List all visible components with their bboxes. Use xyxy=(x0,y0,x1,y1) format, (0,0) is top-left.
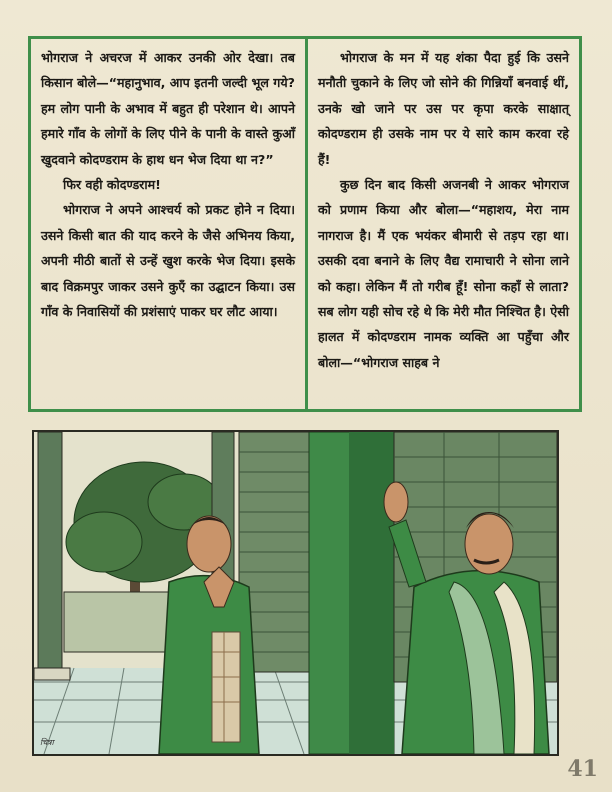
illustration-drawing xyxy=(34,432,557,754)
story-paragraph: फिर वही कोदण्डराम! xyxy=(63,177,161,193)
artist-signature: चित्रा xyxy=(40,738,54,747)
story-column-right xyxy=(308,39,579,409)
story-paragraph: भोगराज ने अचरज में आकर उनकी ओर देखा। तब किसान बोले—“महानुभाव, आप इतनी जल्दी भूल गये? हम लोग पानी के अभाव में बहुत ही परेशान थे। आपने हमारे गाँव के लोगों के लिए पीने के पानी के वास्ते कुआँ खुदवाने कोदण्डराम के हाथ धन भेज दिया था न?” xyxy=(41,50,295,167)
story-paragraph: भोगराज के मन में यह शंका पैदा हुई कि उसने मनौती चुकाने के लिए जो सोने की गिन्नियाँ बनवाई थीं, उनके खो जाने पर उस पर कृपा करके साक्षात् कोदण्डराम ही उसके नाम पर ये सारे काम करवा रहे हैं! xyxy=(318,50,569,167)
story-paragraph: कुछ दिन बाद किसी अजनबी ने आकर भोगराज को प्रणाम किया और बोला—“महाशय, मेरा नाम नागराज है। मैं एक भयंकर बीमारी से तड़प रहा था। उसकी दवा बनाने के लिए वैद्य रामाचारी ने सोना लाने को कहा। लेकिन मैं तो गरीब हूँ! सोना कहाँ से लाता? सब लोग यही सोच रहे थे कि मेरी मौत निश्चित है। ऐसी हालत में कोदण्डराम नामक व्यक्ति आ पहुँचा और बोला—“भोगराज साहब ने xyxy=(318,177,569,370)
story-text-box xyxy=(28,36,582,412)
story-column-left xyxy=(31,39,308,409)
story-illustration xyxy=(32,430,559,756)
story-paragraph: भोगराज ने अपने आश्चर्य को प्रकट होने न दिया। उसने किसी बात की याद करने के जैसे अभिनय किया, अपनी मीठी बातों से उन्हें खुश करके भेज दिया। इसके बाद विक्रमपुर जाकर उसने कुएँ का उद्घाटन किया। उस गाँव के निवासियों की प्रशंसाएं पाकर घर लौट आया। xyxy=(41,202,295,320)
page-number: 41 xyxy=(567,756,598,782)
